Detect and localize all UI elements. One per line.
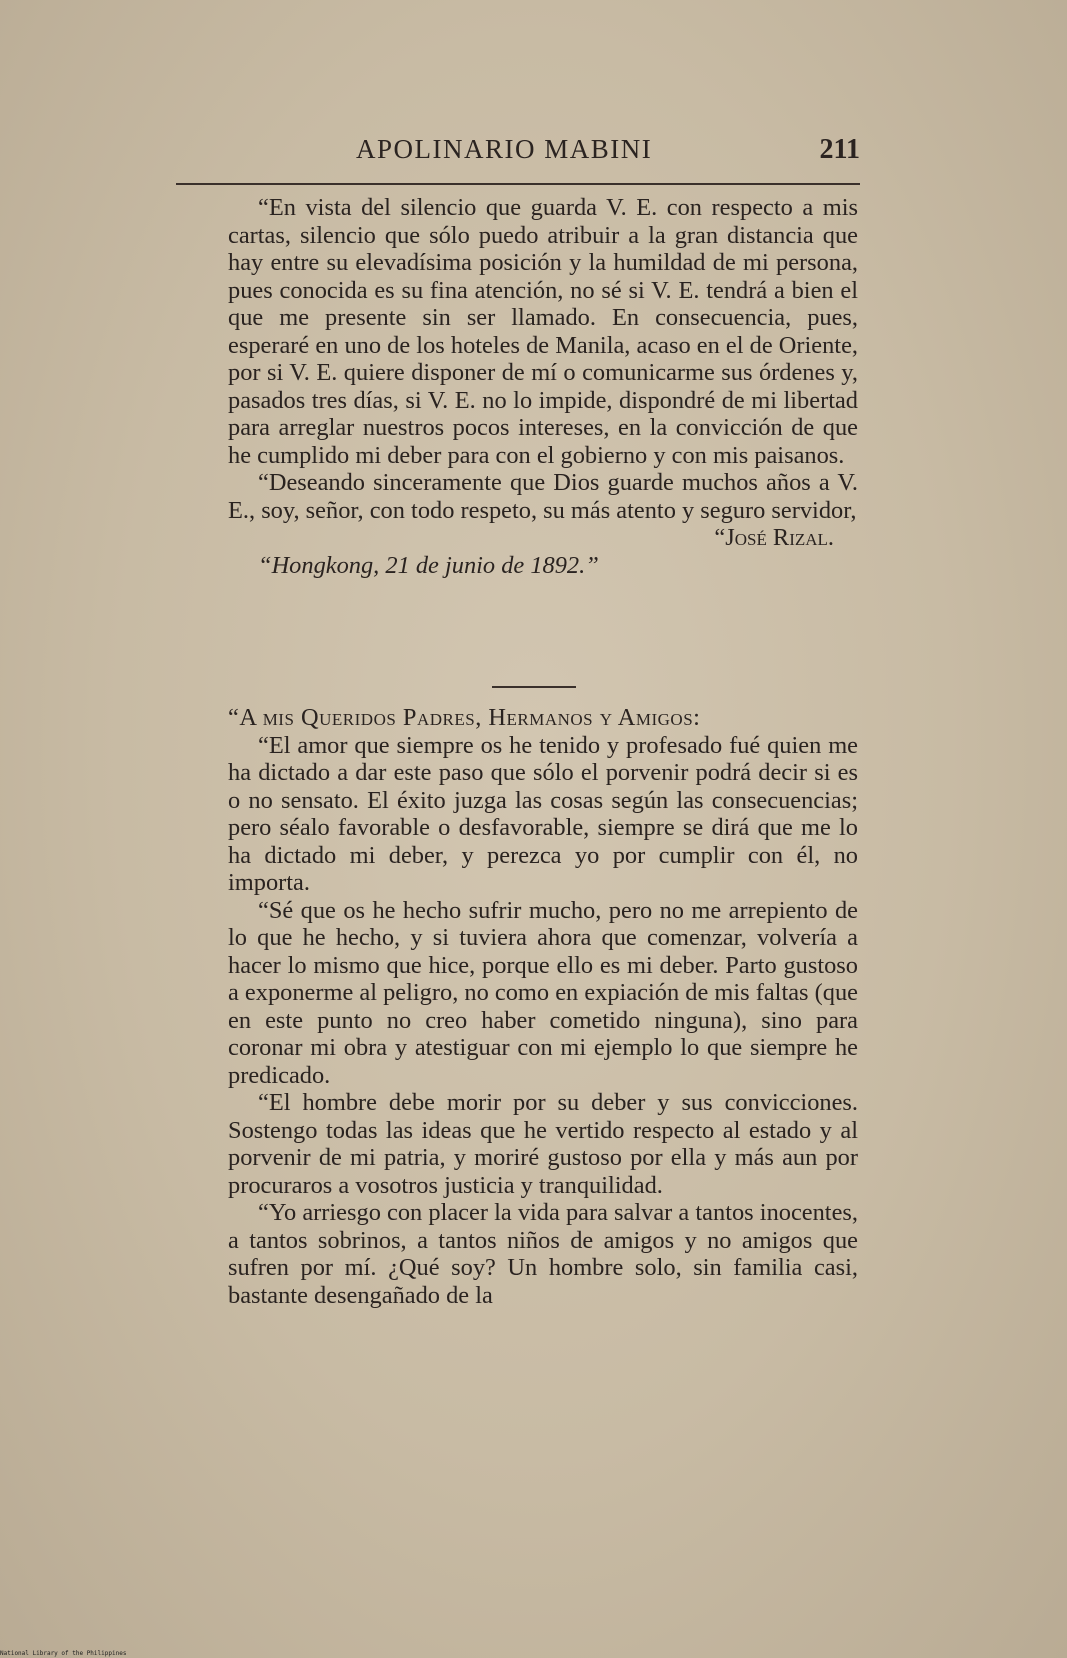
letter-two-paragraph-3: “El hombre debe morir por su deber y sus convicciones. Sostengo todas las ideas que he vertido respecto al estado y al porvenir de mi patria, y moriré gustoso por ella y más aun por procuraros a vosotros justicia y tranquilidad. <box>228 1089 858 1199</box>
letter-two <box>228 704 858 1309</box>
letter-one-paragraph-2: “Deseando sinceramente que Dios guarde muchos años a V. E., soy, señor, con todo respeto, su más atento y seguro servidor, <box>228 469 858 524</box>
letter-two-paragraph-4: “Yo arriesgo con placer la vida para salvar a tantos inocentes, a tantos sobrinos, a tantos niños de amigos y no amigos que sufren por mí. ¿Qué soy? Un hombre solo, sin familia casi, bastante desengañado de la <box>228 1199 858 1309</box>
salutation: “A mis Queridos Padres, Hermanos y Amigos: <box>228 704 701 731</box>
footer-credit: National Library of the Philippines <box>0 1650 127 1657</box>
letter-two-paragraph-1: “El amor que siempre os he tenido y profesado fué quien me ha dictado a dar este paso que sólo el porvenir podrá decir si es o no sensato. El éxito juzga las cosas según las consecuencias; pero séalo favorable o desfavorable, siempre se dirá que me lo ha dictado mi deber, y perezca yo por cumplir con él, no importa. <box>228 731 858 896</box>
header-rule <box>176 183 860 185</box>
running-head <box>176 134 860 174</box>
letter-one-paragraph-1: “En vista del silencio que guarda V. E. con respecto a mis cartas, silencio que sólo puedo atribuir a la gran distancia que hay entre su elevadísima posición y la humildad de mi persona, pues conocida es su fina atención, no sé si V. E. tendrá a bien el que me presente sin ser llamado. En consecuencia, pues, esperaré en uno de los hoteles de Manila, acaso en el de Oriente, por si V. E. quiere disponer de mí o comunicarme sus órdenes y, pasados tres días, si V. E. no lo impide, dispondré de mi libertad para arreglar nuestros pocos intereses, en la convicción de que he cumplido mi deber para con el gobierno y con mis paisanos. <box>228 194 858 469</box>
letter-two-paragraph-2: “Sé que os he hecho sufrir mucho, pero no me arrepiento de lo que he hecho, y si tuviera ahora que comenzar, volvería a hacer lo mismo que hice, porque ello es mi deber. Parto gustoso a exponerme al peligro, no como en expiación de mis faltas (que en este punto no creo haber cometido ninguna), sino para coronar mi obra y atestiguar con mi ejemplo lo que siempre he predicado. <box>228 896 858 1089</box>
dateline: “Hongkong, 21 de junio de 1892.” <box>258 551 599 579</box>
letter-one <box>228 194 858 579</box>
running-title: APOLINARIO MABINI <box>356 134 653 164</box>
page-number: 211 <box>819 134 860 165</box>
signature: “José Rizal. <box>714 524 834 551</box>
section-divider <box>492 686 576 688</box>
